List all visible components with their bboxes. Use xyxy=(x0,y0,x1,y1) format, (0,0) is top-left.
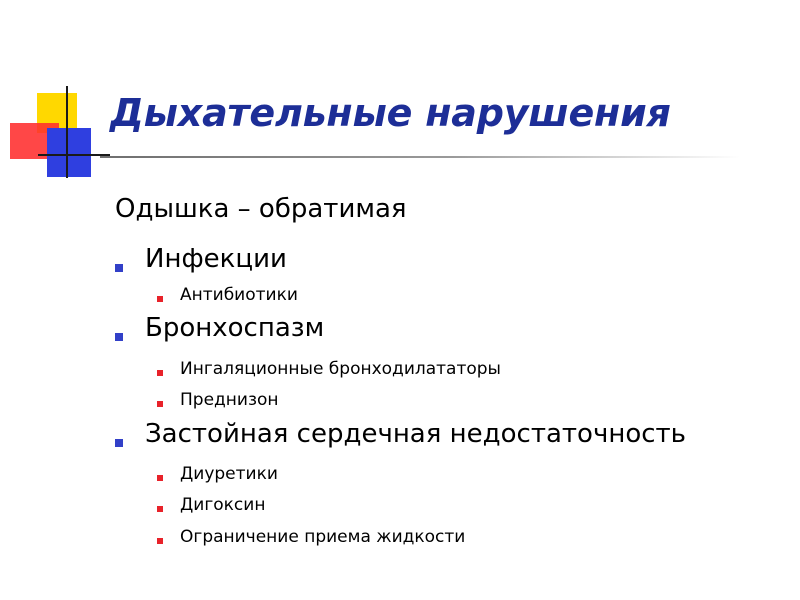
list-item-level2: Ингаляционные бронходилататоры xyxy=(180,359,501,379)
slide-title: Дыхательные нарушения xyxy=(110,91,671,135)
sub-bullet-square xyxy=(157,475,163,481)
list-item-level2: Антибиотики xyxy=(180,285,298,305)
bullet-square xyxy=(115,333,123,341)
sub-bullet-square xyxy=(157,296,163,302)
bullet-square xyxy=(115,264,123,272)
list-item-level2: Дигоксин xyxy=(180,495,266,515)
title-divider xyxy=(100,156,740,158)
logo-vertical-line xyxy=(66,86,68,178)
logo-blue-square xyxy=(47,128,91,177)
sub-bullet-square xyxy=(157,401,163,407)
list-item-level1: Застойная сердечная недостаточность xyxy=(145,419,686,449)
list-item-level2: Преднизон xyxy=(180,390,279,410)
list-item-level1: Бронхоспазм xyxy=(145,313,325,343)
sub-bullet-square xyxy=(157,370,163,376)
lead-text: Одышка – обратимая xyxy=(115,194,407,224)
list-item-level2: Ограничение приема жидкости xyxy=(180,527,466,547)
sub-bullet-square xyxy=(157,538,163,544)
list-item-level2: Диуретики xyxy=(180,464,278,484)
list-item-level1: Инфекции xyxy=(145,244,287,274)
sub-bullet-square xyxy=(157,506,163,512)
bullet-square xyxy=(115,439,123,447)
